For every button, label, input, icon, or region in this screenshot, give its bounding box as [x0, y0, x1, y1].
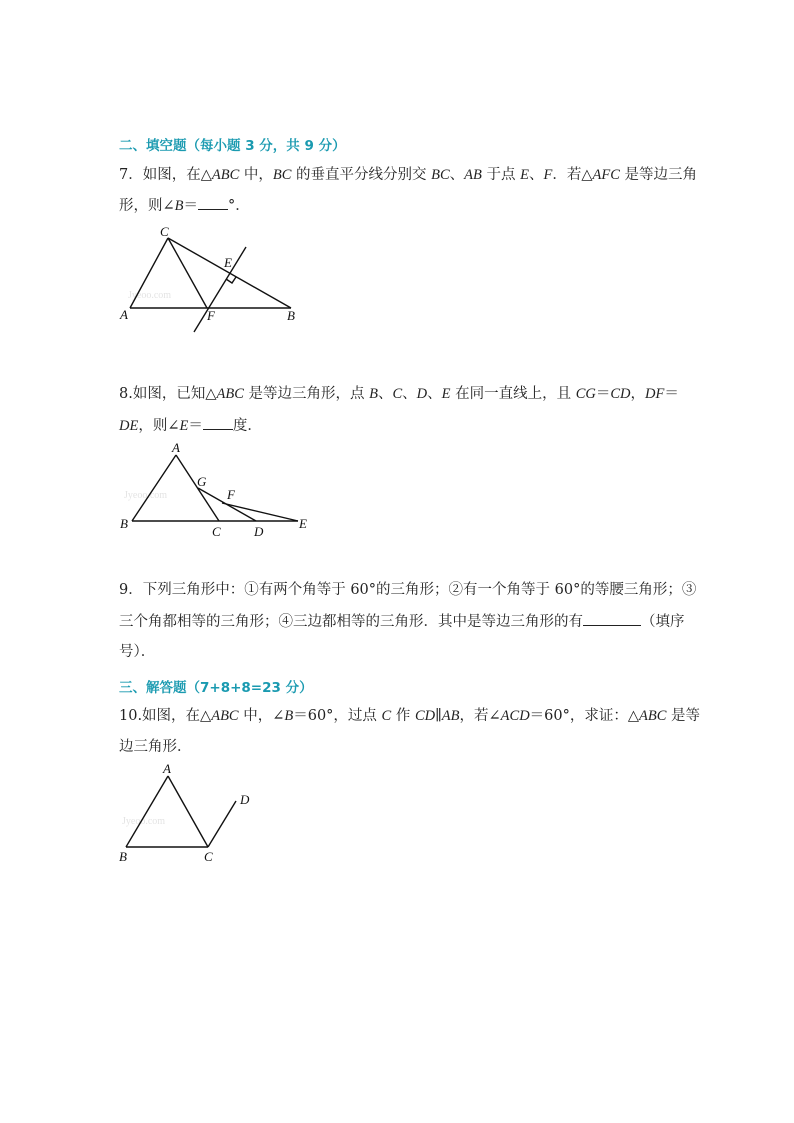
segment-cd: [208, 801, 236, 847]
watermark: Jyeoo.com: [128, 290, 172, 301]
segment-fe: [222, 503, 298, 521]
q8-figure: [110, 438, 320, 543]
label-d: D: [254, 524, 264, 539]
segment-ab: [132, 455, 176, 521]
q7-figure: [110, 222, 310, 332]
answer-blank[interactable]: [203, 415, 233, 430]
q9-line-1: 9．下列三角形中：①有两个角等于 60°的三角形；②有一个角等于 60°的等腰三角形；③: [119, 582, 697, 598]
answer-blank[interactable]: [198, 195, 228, 210]
label-c: C: [204, 849, 213, 864]
segment-ab: [126, 776, 168, 847]
q8-line-1: 8.如图，已知△ABC 是等边三角形，点 B、C、D、E 在同一直线上，且 CG＝CD，DF＝: [119, 386, 679, 402]
q9-line-2: 三个角都相等的三角形；④三边都相等的三角形．其中是等边三角形的有 （填序: [119, 611, 685, 632]
label-f: F: [207, 308, 215, 323]
perpendicular-bisector-line: [194, 247, 246, 332]
label-c: C: [160, 224, 169, 239]
q8-line-2: DE，则∠E＝ 度．: [119, 415, 262, 436]
q7-line-1: 7．如图，在△ABC 中，BC 的垂直平分线分别交 BC、AB 于点 E、F．若△AFC 是等边三角: [119, 167, 697, 183]
label-b: B: [119, 849, 127, 864]
label-d: D: [240, 792, 250, 807]
label-g: G: [197, 474, 207, 489]
label-c: C: [212, 524, 221, 539]
segment-ac: [168, 776, 208, 847]
section-3-heading: 三、解答题（7+8+8=23 分）: [119, 680, 313, 696]
section-2-heading: 二、填空题（每小题 3 分，共 9 分）: [119, 138, 346, 154]
label-e: E: [224, 255, 232, 270]
label-a: A: [120, 307, 128, 322]
q10-figure: [110, 758, 270, 868]
label-b: B: [120, 516, 128, 531]
watermark: Jyeoo.com: [124, 490, 168, 501]
answer-blank[interactable]: [583, 611, 641, 626]
label-b: B: [287, 308, 295, 323]
label-e: E: [299, 516, 307, 531]
watermark: Jyeoo.com: [122, 816, 166, 827]
label-a: A: [163, 761, 171, 776]
label-f: F: [227, 487, 235, 502]
q10-line-1: 10.如图，在△ABC 中，∠B＝60°，过点 C 作 CD∥AB，若∠ACD＝60°，求证：△ABC 是等: [119, 708, 701, 724]
label-a: A: [172, 440, 180, 455]
q9-line-3: 号）．: [119, 644, 156, 660]
q10-line-2: 边三角形．: [119, 739, 192, 755]
q7-line-2: 形，则∠B＝ °．: [119, 195, 250, 216]
